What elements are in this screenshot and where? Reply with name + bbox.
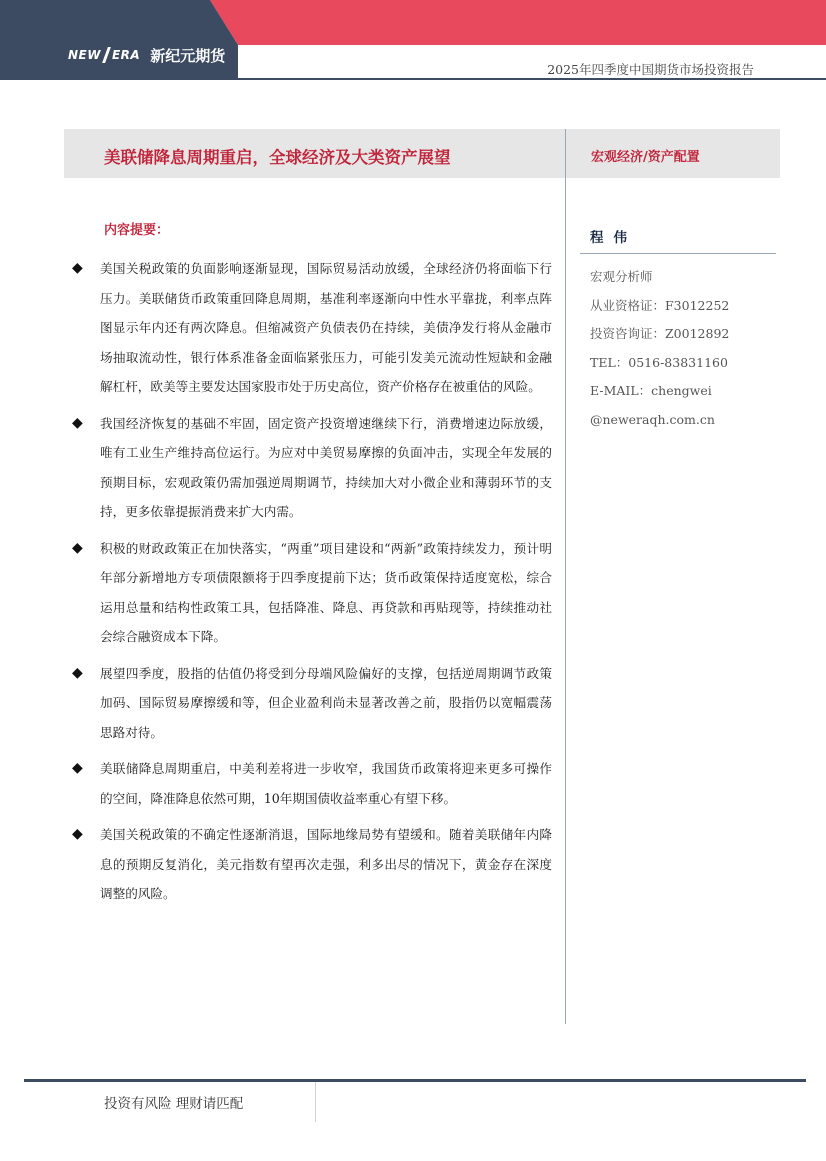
footer-divider — [24, 1079, 806, 1082]
article-title: 美联储降息周期重启，全球经济及大类资产展望 — [104, 148, 451, 167]
logo-mark-left: NEW — [68, 48, 101, 62]
diamond-bullet-icon: ◆ — [72, 539, 83, 556]
logo-mark-right: ERA — [111, 48, 141, 62]
summary-item — [72, 409, 552, 527]
summary-item-text: 美国关税政策的负面影响逐渐显现，国际贸易活动放缓，全球经济仍将面临下行压力。美联储货币政策重回降息周期，基准利率逐渐向中性水平靠拢，利率点阵图显示年内还有两次降息。但缩减资产负债表仍在持续，美债净发行将从金融市场抽取流动性，银行体系准备金面临紧张压力，可能引发美元流动性短缺和金融解杠杆，欧美等主要发达国家股市处于历史高位，资产价格存在被重估的风险。 — [100, 261, 552, 394]
report-title: 2025年四季度中国期货市场投资报告 — [547, 62, 754, 77]
logo-slash-icon — [102, 47, 111, 63]
header-divider — [238, 78, 826, 80]
header-accent-band — [210, 0, 826, 45]
logo-mark — [68, 47, 140, 63]
summary-item-text: 美联储降息周期重启，中美利差将进一步收窄，我国货币政策将迎来更多可操作的空间，降准降息依然可期，10年期国债收益率重心有望下移。 — [100, 761, 552, 806]
diamond-bullet-icon: ◆ — [72, 826, 83, 842]
summary-item — [72, 754, 552, 813]
summary-heading: 内容提要： — [104, 223, 170, 238]
analyst-name: 程伟 — [590, 230, 637, 246]
analyst-email-domain: @neweraqh.com.cn — [590, 411, 715, 427]
summary-item-text: 积极的财政政策正在加快落实，“两重”项目建设和“两新”政策持续发力，预计明年部分新增地方专项债限额将于四季度提前下达；货币政策保持适度宽松，综合运用总量和结构性政策工具，包括降准、降息、再贷款和再贴现等，持续推动社会综合融资成本下降。 — [100, 540, 552, 644]
diamond-bullet-icon: ◆ — [72, 664, 83, 681]
analyst-info — [590, 263, 729, 434]
footer-tick — [315, 1082, 316, 1122]
footer-disclaimer: 投资有风险 理财请匹配 — [104, 1096, 244, 1112]
company-logo — [68, 44, 225, 66]
analyst-consulting-cert: 投资咨询证：Z0012892 — [590, 326, 730, 341]
summary-item — [72, 534, 552, 652]
analyst-divider — [580, 253, 776, 254]
summary-item — [72, 820, 552, 909]
analyst-qualification: 从业资格证：F3012252 — [590, 297, 730, 313]
article-category: 宏观经济/资产配置 — [591, 150, 700, 165]
column-divider — [565, 129, 566, 1024]
diamond-bullet-icon: ◆ — [72, 760, 83, 776]
logo-company-name: 新纪元期货 — [150, 46, 226, 65]
summary-item-text: 展望四季度，股指的估值仍将受到分母端风险偏好的支撑，包括逆周期调节政策加码、国际贸易摩擦缓和等，但企业盈利尚未显著改善之前，股指仍以宽幅震荡思路对待。 — [100, 665, 552, 740]
summary-list — [72, 254, 552, 916]
analyst-email: E-MAIL：chengwei — [590, 383, 712, 398]
analyst-role: 宏观分析师 — [590, 269, 653, 284]
summary-item — [72, 254, 552, 402]
summary-item-text: 美国关税政策的不确定性逐渐消退，国际地缘局势有望缓和。随着美联储年内降息的预期反复消化，美元指数有望再次走强，利多出尽的情况下，黄金存在深度调整的风险。 — [100, 827, 552, 901]
summary-item-text: 我国经济恢复的基础不牢固，固定资产投资增速继续下行，消费增速边际放缓，唯有工业生产维持高位运行。为应对中美贸易摩擦的负面冲击，实现全年发展的预期目标，宏观政策仍需加强逆周期调节，持续加大对小微企业和薄弱环节的支持，更多依靠提振消费来扩大内需。 — [100, 415, 552, 519]
diamond-bullet-icon: ◆ — [72, 260, 83, 276]
analyst-phone: TEL：0516-83831160 — [590, 354, 728, 370]
header-logo-band — [0, 0, 238, 80]
diamond-bullet-icon: ◆ — [72, 414, 83, 431]
summary-item — [72, 659, 552, 748]
